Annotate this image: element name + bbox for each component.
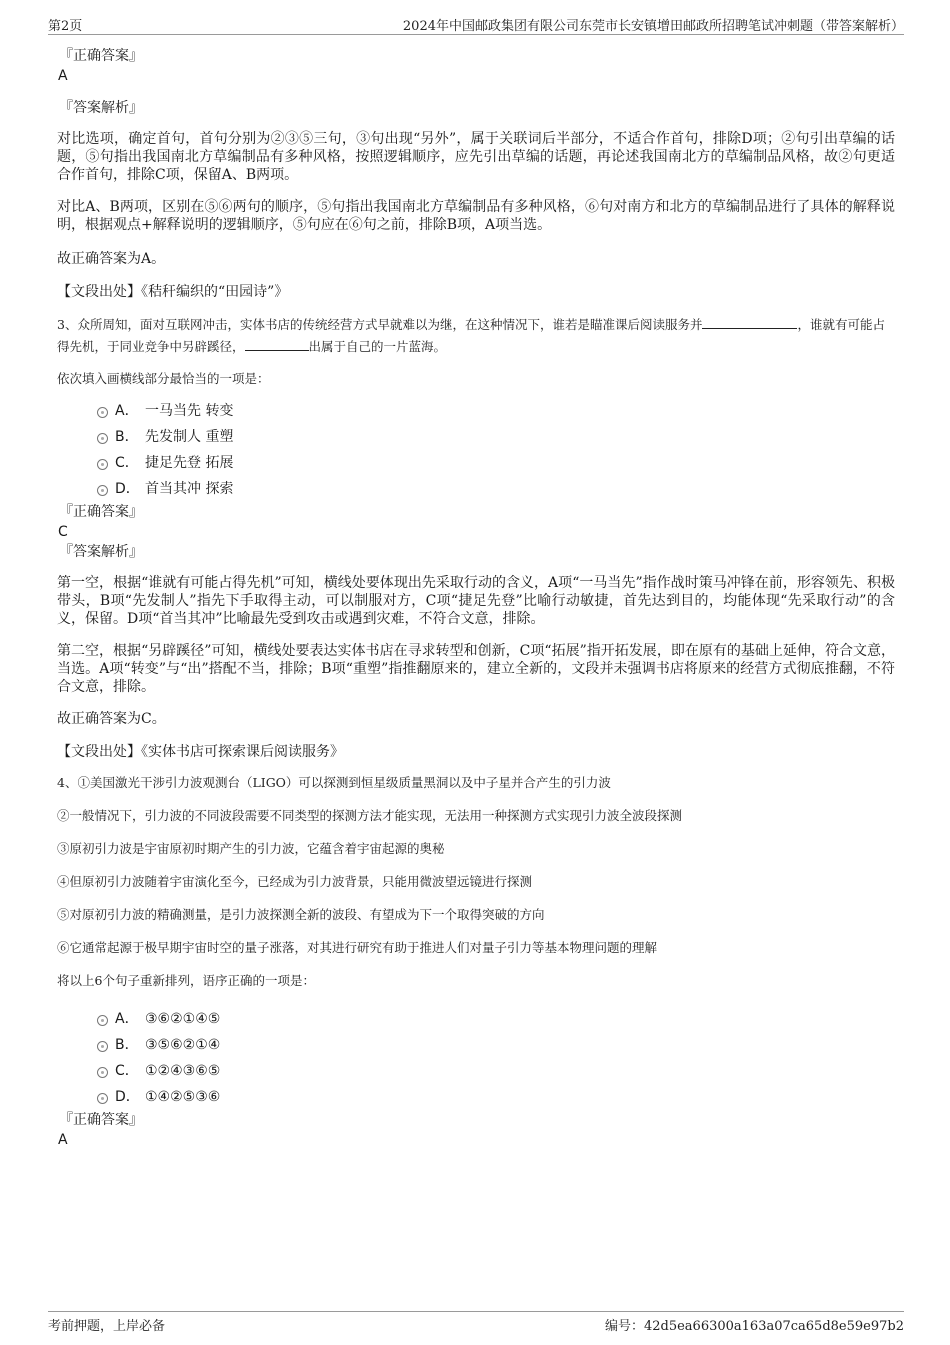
analysis-conclusion: 故正确答案为A。 — [57, 251, 166, 267]
stem-part: 3、众所周知，面对互联网冲击，实体书店的传统经营方式早就难以为继，在这种情况下，谁若是瞄准课后阅读服务并 — [57, 317, 703, 332]
analysis-paragraph: 对比选项，确定首句，首句分别为②③⑤三句，③句出现“另外”，属于关联词后半部分，不适合作首句，排除D项；②句引出草编的话题，⑤句指出我国南北方草编制品有多种风格，按照逻辑顺序，应先引出草编的话题，再论述我国南北方的草编制品风格，故②句更适合作首句，排除C项，保留A、B两项。 — [57, 131, 895, 183]
radio-icon[interactable] — [97, 459, 108, 470]
radio-icon[interactable] — [97, 485, 108, 496]
analysis-conclusion: 故正确答案为C。 — [57, 711, 166, 727]
question-prompt: 依次填入画横线部分最恰当的一项是： — [57, 371, 270, 386]
fill-blank — [245, 338, 309, 351]
radio-icon[interactable] — [97, 1093, 108, 1104]
document-title: 2024年中国邮政集团有限公司东莞市长安镇增田邮政所招聘笔试冲刺题（带答案解析） — [402, 19, 904, 34]
sentence-item: ③原初引力波是宇宙原初时期产生的引力波，它蕴含着宇宙起源的奥秘 — [57, 841, 445, 856]
answer-label: 『正确答案』 — [59, 504, 143, 520]
page-number: 第2页 — [48, 19, 83, 34]
answer-label: 『正确答案』 — [59, 1112, 143, 1128]
sentence-item: ②一般情况下，引力波的不同波段需要不同类型的探测方法才能实现，无法用一种探测方式实现引力波全波段探测 — [57, 808, 683, 823]
stem-part: ，谁就有可能占得先机，于同业竞争中另辟蹊径， — [57, 317, 885, 354]
analysis-label: 『答案解析』 — [59, 544, 143, 560]
source-citation: 【文段出处】《实体书店可探索课后阅读服务》 — [57, 744, 344, 760]
option-a[interactable]: A． ③⑥②①④⑤ — [57, 1006, 895, 1032]
option-d[interactable]: D． ①④②⑤③⑥ — [57, 1084, 895, 1110]
answer-value: C — [58, 524, 68, 540]
answer-label: 『正确答案』 — [59, 48, 143, 64]
radio-icon[interactable] — [97, 1015, 108, 1026]
page-content — [57, 46, 895, 1150]
option-c[interactable]: C． 捷足先登 拓展 — [57, 450, 895, 476]
analysis-label: 『答案解析』 — [59, 100, 143, 116]
question-prompt: 将以上6个句子重新排列，语序正确的一项是： — [57, 973, 315, 988]
analysis-paragraph: 第二空，根据“另辟蹊径”可知，横线处要表达实体书店在寻求转型和创新，C项“拓展”指开拓发展，即在原有的基础上延伸，符合文意，当选。A项“转变”与“出”搭配不当，排除；B项“重塑”指推翻原来的，建立全新的，文段并未强调书店将原来的经营方式彻底推翻，不符合文意，排除。 — [57, 643, 895, 695]
radio-icon[interactable] — [97, 433, 108, 444]
analysis-paragraph: 对比A、B两项，区别在⑤⑥两句的顺序，⑤句指出我国南北方草编制品有多种风格，⑥句对南方和北方的草编制品进行了具体的解释说明，根据观点+解释说明的逻辑顺序，⑤句应在⑥句之前，排除B项，A项当选。 — [57, 199, 895, 233]
option-d[interactable]: D． 首当其冲 探索 — [57, 476, 895, 502]
footer-slogan: 考前押题，上岸必备 — [48, 1319, 166, 1334]
answer-value: A — [58, 68, 68, 84]
document-id: 编号：42d5ea66300a163a07ca65d8e59e97b2 — [604, 1319, 904, 1334]
analysis-paragraph: 第一空，根据“谁就有可能占得先机”可知，横线处要体现出先采取行动的含义，A项“一马当先”指作战时策马冲锋在前，形容领先、积极带头，B项“先发制人”指先下手取得主动，可以制服对方，C项“捷足先登”比喻行动敏捷，首先达到目的，均能体现“先采取行动”的含义，保留。D项“首当其冲”比喻最先受到攻击或遇到灾难，不符合文意，排除。 — [57, 575, 895, 627]
option-a[interactable]: A． 一马当先 转变 — [57, 398, 895, 424]
stem-part: 出属于自己的一片蓝海。 — [308, 339, 447, 354]
sentence-item: ⑤对原初引力波的精确测量，是引力波探测全新的波段、有望成为下一个取得突破的方向 — [57, 907, 545, 922]
question-stem — [57, 314, 895, 358]
source-citation: 【文段出处】《秸秆编织的“田园诗”》 — [57, 284, 289, 300]
option-b[interactable]: B． 先发制人 重塑 — [57, 424, 895, 450]
option-c[interactable]: C． ①②④③⑥⑤ — [57, 1058, 895, 1084]
page-footer — [48, 1311, 904, 1336]
fill-blank — [702, 316, 797, 329]
radio-icon[interactable] — [97, 1067, 108, 1078]
radio-icon[interactable] — [97, 1041, 108, 1052]
option-list — [57, 398, 895, 502]
option-list — [57, 1006, 895, 1110]
sentence-item: ④但原初引力波随着宇宙演化至今，已经成为引力波背景，只能用微波望远镜进行探测 — [57, 874, 533, 889]
answer-value: A — [58, 1132, 68, 1148]
sentence-item: 4、①美国激光干涉引力波观测台（LIGO）可以探测到恒星级质量黑洞以及中子星并合产生的引力波 — [57, 775, 611, 790]
page-header — [48, 14, 904, 35]
sentence-item: ⑥它通常起源于极早期宇宙时空的量子涨落，对其进行研究有助于推进人们对量子引力等基本物理问题的理解 — [57, 940, 658, 955]
radio-icon[interactable] — [97, 407, 108, 418]
option-b[interactable]: B． ③⑤⑥②①④ — [57, 1032, 895, 1058]
